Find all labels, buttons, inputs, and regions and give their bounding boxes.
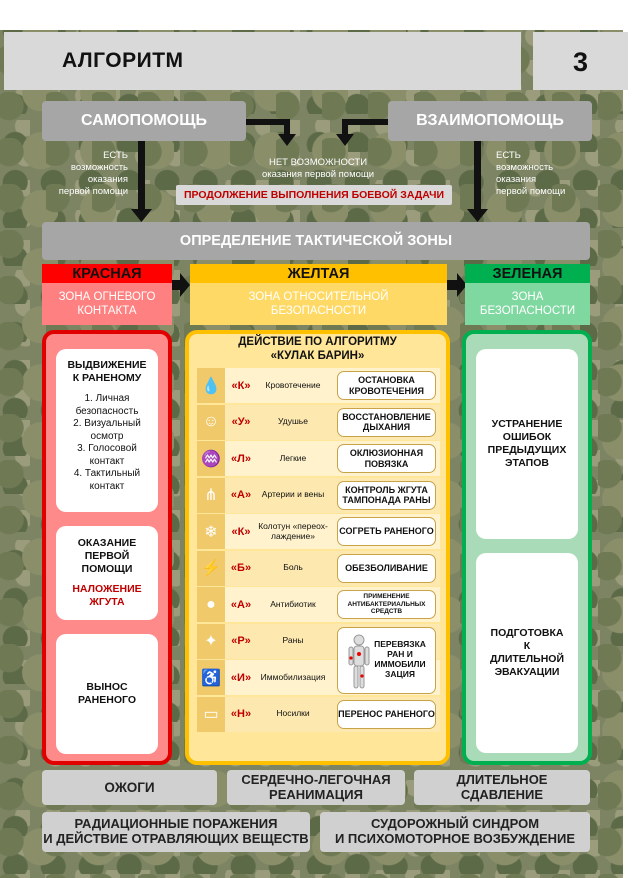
self-help-box: САМОПОМОЩЬ [42,101,246,141]
row-body [225,660,333,695]
green-zone-sub-line: ЗОНА [511,290,544,303]
row-label: Удушье [278,416,308,427]
tactical-zone-box: ОПРЕДЕЛЕНИЕ ТАКТИЧЕСКОЙ ЗОНЫ [42,222,590,260]
bandage-icon: ✦ [197,624,225,659]
card-line: ОШИБОК [502,430,552,443]
row-body [225,405,333,440]
pill-icon: ● [197,587,225,622]
radiation-box [42,812,310,852]
lungs-icon: ♒ [197,441,225,476]
row-action-cell [333,478,440,513]
left-note-line: оказания [87,173,128,185]
snowflake-icon: ❄ [197,514,225,549]
algorithm-row [197,441,440,476]
row-action-cell [333,697,440,732]
red-zone-header: КРАСНАЯ [42,264,172,283]
green-zone-sub-line: БЕЗОПАСНОСТИ [479,305,576,317]
row-label: Антибиотик [270,598,316,609]
heading-line: «КУЛАК БАРИН» [270,349,365,362]
first-aid-card [56,526,158,620]
cpr-line: СЕРДЕЧНО-ЛЕГОЧНАЯ [241,771,391,787]
step-line: контакт [89,455,125,467]
row-body [225,441,333,476]
page-number: 3 [572,47,589,77]
algorithm-row [197,551,440,586]
algorithm-row [197,405,440,440]
card-line: ПОДГОТОВКА [490,626,564,639]
green-zone-sub [465,283,590,325]
row-body [225,478,333,513]
right-note-line: ЕСТЬ [496,150,521,161]
radiation-line: РАДИАЦИОННЫЕ ПОРАЖЕНИЯ [74,816,278,832]
row-letter: «Н» [230,708,252,720]
card-title-line: ВЫНОС [86,680,128,693]
radiation-line: И ДЕЙСТВИЕ ОТРАВЛЯЮЩИХ ВЕЩЕСТВ [43,831,309,846]
stretcher-icon: ▭ [197,697,225,732]
crush-line: ДЛИТЕЛЬНОЕ [456,771,548,787]
approach-wounded-card [56,349,158,512]
wounds-action-text: ПЕРЕВЯЗКА РАН И ИММОБИЛИ ЗАЦИЯ [374,639,426,679]
tourniquet-line: НАЛОЖЕНИЕ [72,582,142,595]
row-action: ОКЛЮЗИОННАЯ ПОВЯЗКА [337,444,436,473]
row-label: Иммобилизация [260,671,326,682]
lightning-icon: ⚡ [197,551,225,586]
card-line: К [523,639,531,652]
person-icon: ☺ [197,405,225,440]
row-action-cell [333,405,440,440]
row-action-cell [333,551,440,586]
right-note-line: возможность [496,161,554,173]
seizure-line: СУДОРОЖНЫЙ СИНДРОМ [370,816,540,832]
algorithm-row [197,697,440,732]
left-note [46,150,128,198]
splint-icon: ♿ [197,660,225,695]
row-body [225,587,333,622]
crush-line: СДАВЛЕНИЕ [460,786,544,802]
step-line: 1. Личная [84,393,130,405]
row-action: ПЕРЕНОС РАНЕНОГО [337,700,436,729]
row-action: ОСТАНОВКА КРОВОТЕЧЕНИЯ [337,371,436,400]
row-body [225,697,333,732]
row-letter: «Б» [230,562,252,574]
row-label: Легкие [279,452,307,463]
fix-errors-card [476,349,578,539]
step-line: безопасность [75,405,139,417]
row-action: ВОССТАНОВЛЕНИЕ ДЫХАНИЯ [337,408,436,437]
page-title: АЛГОРИТМ [62,49,184,72]
red-zone-sub-line: КОНТАКТА [77,305,137,317]
row-action-cell [333,514,440,549]
body-figure-icon [348,634,370,690]
left-note-line: первой помощи [58,185,128,197]
algorithm-row [197,368,440,403]
center-note-line: НЕТ ВОЗМОЖНОСТИ [268,157,368,168]
left-note-line: возможность [70,161,128,173]
card-title-line: ОКАЗАНИЕ [77,537,137,550]
row-action-cell [333,368,440,403]
right-note-line: первой помощи [496,185,566,197]
row-letter: «Р» [231,635,251,647]
row-letter: «К» [231,379,251,392]
wounds-action-box [337,627,436,694]
step-line: 3. Голосовой [77,443,137,455]
tourniquet-line: ЖГУТА [89,595,125,608]
row-label: Кровотечение [265,379,321,390]
card-line: ПРЕДЫДУЩИХ [487,444,567,456]
yellow-zone-header: ЖЕЛТАЯ [190,264,447,283]
row-action-cell [333,441,440,476]
left-note-line: ЕСТЬ [103,150,128,161]
red-zone-sub-line: ЗОНА ОГНЕВОГО [58,290,156,303]
yellow-zone-sub-line: ЗОНА ОТНОСИТЕЛЬНОЙ [248,290,389,303]
card-line: УСТРАНЕНИЕ [491,417,563,430]
arteries-icon: ⋔ [197,478,225,513]
seizure-box [320,812,590,852]
row-action: КОНТРОЛЬ ЖГУТА ТАМПОНАДА РАНЫ [337,481,436,510]
mutual-help-box: ВЗАИМОПОМОЩЬ [388,101,592,141]
right-note [496,150,578,198]
card-line: ЭТАПОВ [505,457,549,470]
yellow-zone-sub [190,283,447,325]
algorithm-row [197,478,440,513]
heading-line: ДЕЙСТВИЕ ПО АЛГОРИТМУ [238,336,397,348]
carry-out-card [56,634,158,754]
card-title-line: К РАНЕНОМУ [72,372,142,385]
step-line: осмотр [90,430,124,442]
step-line: 2. Визуальный [73,418,141,430]
row-label: Артерии и вены [261,489,325,500]
row-letter: «А» [230,489,252,501]
center-note-line: оказания первой помощи [261,168,375,180]
cpr-line: РЕАНИМАЦИЯ [269,786,363,802]
cpr-box [227,770,405,805]
red-zone-sub [42,283,172,325]
row-letter: «А» [230,598,252,611]
prepare-evacuation-card [476,553,578,753]
center-note [238,157,398,181]
card-title-line: ПЕРВОЙ [84,550,130,563]
green-zone-header: ЗЕЛЕНАЯ [465,264,590,283]
card-line: ЭВАКУАЦИИ [494,666,560,679]
row-label: Колотун «переох-лаждение» [258,521,328,541]
seizure-line: И ПСИХОМОТОРНОЕ ВОЗБУЖДЕНИЕ [334,831,576,846]
burns-box: ОЖОГИ [42,770,217,805]
row-body [225,514,333,549]
row-label: Носилки [276,708,310,719]
row-letter: «Л» [231,452,251,465]
card-line: ДЛИТЕЛЬНОЙ [489,653,565,665]
row-action: СОГРЕТЬ РАНЕНОГО [337,517,436,546]
card-title-line: ПОМОЩИ [81,563,133,576]
row-action: ПРИМЕНЕНИЕ АНТИБАКТЕРИАЛЬНЫХ СРЕДСТВ [337,590,436,619]
row-body [225,551,333,586]
right-note-line: оказания [496,173,537,185]
row-label: Боль [283,562,303,573]
step-line: контакт [89,480,125,492]
algorithm-heading [192,336,443,364]
drop-icon: 💧 [197,368,225,403]
row-action: ОБЕЗБОЛИВАНИЕ [337,554,436,583]
yellow-zone-sub-line: БЕЗОПАСНОСТИ [270,305,367,317]
crush-box [414,770,590,805]
row-action-cell [333,587,440,622]
algorithm-row [197,587,440,622]
algorithm-rows [197,368,440,758]
card-title-line: РАНЕНОГО [78,694,136,706]
row-letter: «И» [230,671,252,684]
step-line: 4. Тактильный [73,468,141,480]
row-letter: «У» [231,416,251,428]
card-title-line: ВЫДВИЖЕНИЕ [67,359,147,371]
row-body [225,624,333,659]
row-label: Раны [282,635,304,646]
row-letter: «К» [231,525,251,538]
continue-task-tag: ПРОДОЛЖЕНИЕ ВЫПОЛНЕНИЯ БОЕВОЙ ЗАДАЧИ [176,185,452,205]
row-body [225,368,333,403]
algorithm-row [197,514,440,549]
